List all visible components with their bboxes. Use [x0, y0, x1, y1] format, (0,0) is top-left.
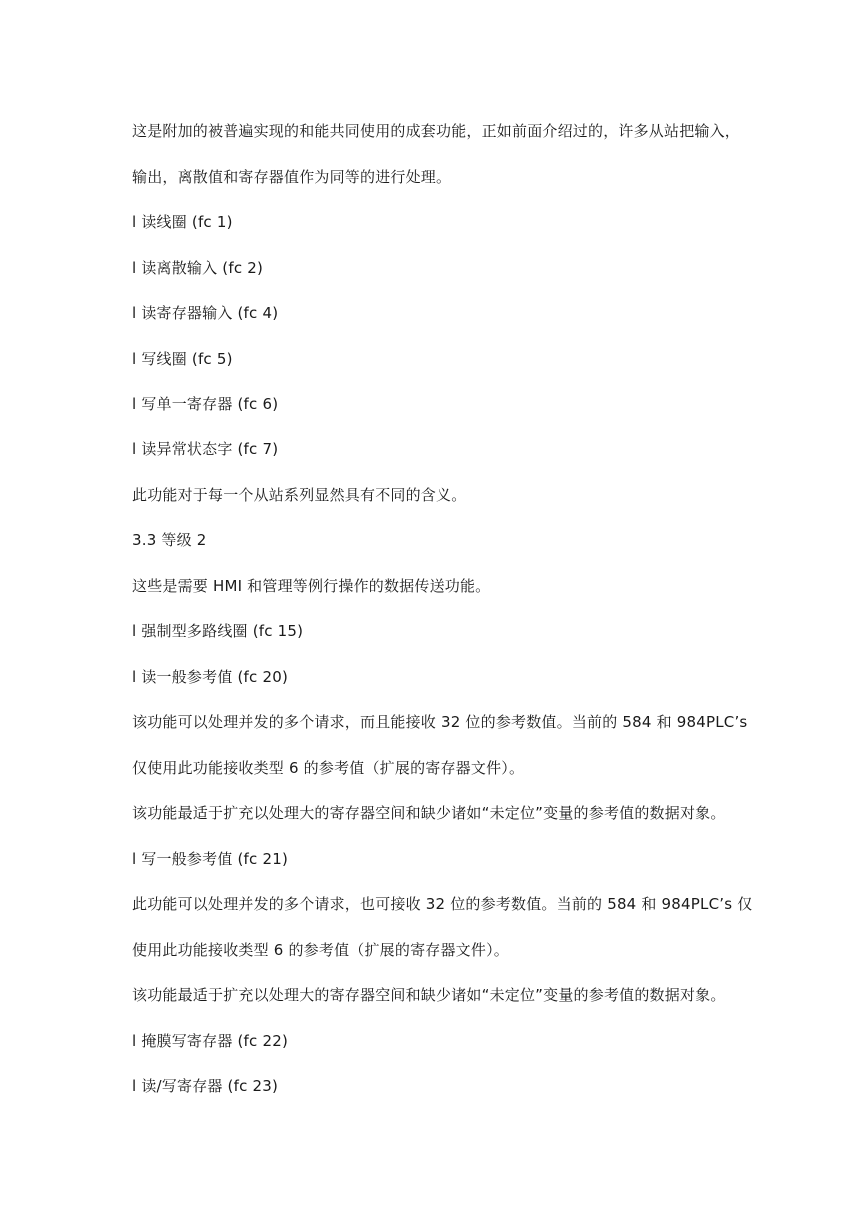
paragraph-class-2-intro: 这些是需要 HMI 和管理等例行操作的数据传送功能。	[132, 577, 491, 595]
section-heading-class-2: 3.3 等级 2	[132, 531, 207, 549]
paragraph-slave-meaning: 此功能对于每一个从站系列显然具有不同的含义。	[132, 486, 467, 504]
list-item-write-coil: l 写线圈 (fc 5)	[132, 350, 233, 368]
paragraph-intro-line-1: 这是附加的被普遍实现的和能共同使用的成套功能，正如前面介绍过的，许多从站把输入，	[132, 122, 741, 140]
list-item-read-input-registers: l 读寄存器输入 (fc 4)	[132, 304, 279, 322]
paragraph-fc20-line-2: 仅使用此功能接收类型 6 的参考值（扩展的寄存器文件）。	[132, 759, 525, 777]
list-item-write-general-reference: l 写一般参考值 (fc 21)	[132, 850, 288, 868]
list-item-read-write-registers: l 读/写寄存器 (fc 23)	[132, 1077, 279, 1095]
list-item-write-single-register: l 写单一寄存器 (fc 6)	[132, 395, 279, 413]
paragraph-fc20-line-1: 该功能可以处理并发的多个请求，而且能接收 32 位的参考数值。当前的 584 和 984PLC’s	[132, 713, 748, 731]
paragraph-fc21-line-2: 使用此功能接收类型 6 的参考值（扩展的寄存器文件）。	[132, 941, 509, 959]
list-item-mask-write-register: l 掩膜写寄存器 (fc 22)	[132, 1032, 288, 1050]
list-item-force-multiple-coils: l 强制型多路线圈 (fc 15)	[132, 622, 304, 640]
paragraph-intro-line-2: 输出，离散值和寄存器值作为同等的进行处理。	[132, 168, 452, 186]
paragraph-fc20-line-3: 该功能最适于扩充以处理大的寄存器空间和缺少诸如“未定位”变量的参考值的数据对象。	[132, 804, 726, 822]
paragraph-fc21-line-1: 此功能可以处理并发的多个请求，也可接收 32 位的参考数值。当前的 584 和 984PLC’s 仅	[132, 895, 753, 913]
list-item-read-coils: l 读线圈 (fc 1)	[132, 213, 233, 231]
list-item-read-discrete-inputs: l 读离散输入 (fc 2)	[132, 259, 264, 277]
paragraph-fc21-line-3: 该功能最适于扩充以处理大的寄存器空间和缺少诸如“未定位”变量的参考值的数据对象。	[132, 986, 726, 1004]
list-item-read-exception-status: l 读异常状态字 (fc 7)	[132, 440, 279, 458]
list-item-read-general-reference: l 读一般参考值 (fc 20)	[132, 668, 288, 686]
